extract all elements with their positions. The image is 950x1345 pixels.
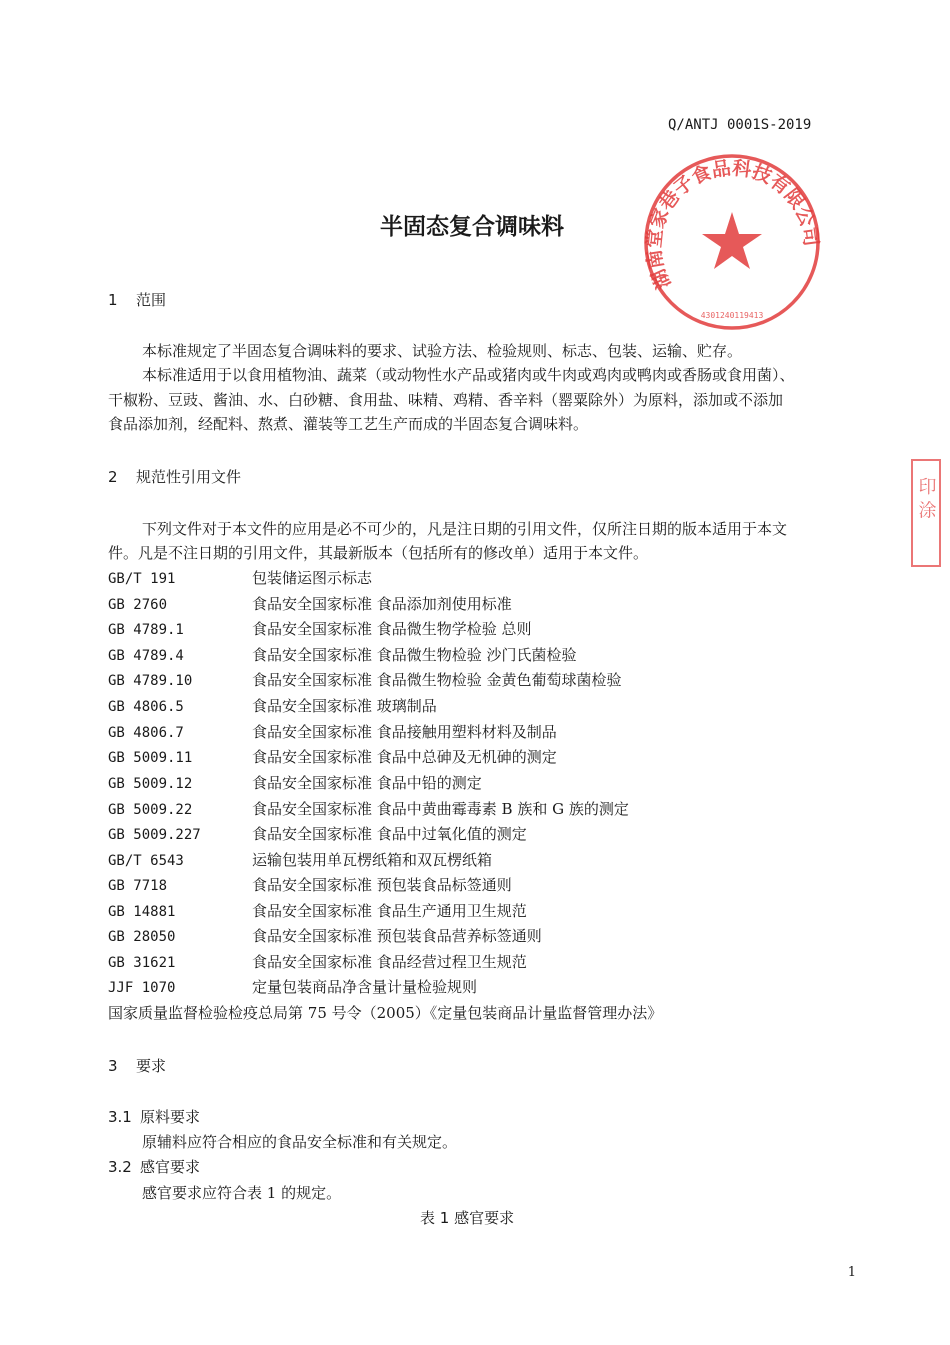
- reference-row: [108, 566, 372, 592]
- reference-title: 食品安全国家标准 预包装食品营养标签通则: [252, 927, 542, 945]
- reference-title: 食品安全国家标准 食品中黄曲霉毒素 B 族和 G 族的测定: [252, 800, 629, 818]
- side-stamp: [910, 458, 942, 568]
- reference-code: GB 28050: [108, 929, 176, 945]
- reference-row: [108, 873, 512, 899]
- section-number: 1: [108, 291, 118, 309]
- reference-title: 食品安全国家标准 食品微生物学检验 总则: [252, 620, 532, 638]
- reference-row: [108, 822, 527, 848]
- side-stamp-text: 印 涂: [915, 477, 937, 519]
- section-title: 规范性引用文件: [136, 468, 242, 486]
- reference-title: 食品安全国家标准 食品中总砷及无机砷的测定: [252, 748, 557, 766]
- reference-code: GB 31621: [108, 955, 176, 971]
- subsection-number: 3.2: [108, 1158, 132, 1176]
- paragraph: 原辅料应符合相应的食品安全标准和有关规定。: [142, 1133, 458, 1151]
- reference-row: [108, 592, 512, 618]
- section-title: 要求: [136, 1057, 167, 1075]
- reference-code: GB 4806.7: [108, 725, 184, 741]
- paragraph: 本标准规定了半固态复合调味料的要求、试验方法、检验规则、标志、包装、运输、贮存。: [142, 342, 743, 360]
- reference-code: GB 4789.1: [108, 622, 184, 638]
- section-3-heading: [108, 1055, 166, 1076]
- reference-title: 定量包装商品净含量计量检验规则: [252, 978, 478, 996]
- reference-row: [108, 797, 629, 823]
- reference-code: GB 5009.12: [108, 776, 193, 792]
- decree-reference: 国家质量监督检验检疫总局第 75 号令（2005）《定量包装商品计量监督管理办法》: [108, 1004, 663, 1022]
- seal-company-text: 湖南堂家巷子食品科技有限公司: [642, 157, 822, 293]
- reference-code: GB 4806.5: [108, 699, 184, 715]
- section-number: 2: [108, 468, 118, 486]
- reference-title: 食品安全国家标准 预包装食品标签通则: [252, 876, 512, 894]
- reference-code: GB/T 191: [108, 571, 176, 587]
- reference-row: [108, 848, 492, 874]
- subsection-title: 原料要求: [140, 1108, 201, 1126]
- section-number: 3: [108, 1057, 118, 1075]
- reference-code: JJF 1070: [108, 980, 176, 996]
- page-number: 1: [847, 1265, 856, 1280]
- reference-code: GB 4789.10: [108, 673, 193, 689]
- standard-code: Q/ANTJ 0001S-2019: [668, 117, 812, 133]
- paragraph: 干椒粉、豆豉、酱油、水、白砂糖、食用盐、味精、鸡精、香辛料（罂粟除外）为原料，添加或不添加: [108, 391, 784, 409]
- reference-title: 食品安全国家标准 食品生产通用卫生规范: [252, 902, 527, 920]
- reference-title: 食品安全国家标准 食品经营过程卫生规范: [252, 953, 527, 971]
- reference-row: [108, 771, 482, 797]
- reference-code: GB 2760: [108, 597, 168, 613]
- subsection-number: 3.1: [108, 1108, 132, 1126]
- subsection-title: 感官要求: [140, 1158, 201, 1176]
- reference-code: GB 7718: [108, 878, 168, 894]
- section-2-heading: [108, 466, 241, 487]
- subsection-3-2-heading: [108, 1156, 200, 1177]
- paragraph: 本标准适用于以食用植物油、蔬菜（或动物性水产品或猪肉或牛肉或鸡肉或鸭肉或香肠或食用菌）、: [142, 366, 795, 384]
- reference-title: 食品安全国家标准 食品添加剂使用标准: [252, 595, 512, 613]
- paragraph: 感官要求应符合表 1 的规定。: [142, 1184, 342, 1202]
- reference-row: [108, 694, 437, 720]
- table-caption: 表 1 感官要求: [420, 1209, 515, 1227]
- document-title: 半固态复合调味料: [380, 214, 564, 240]
- paragraph: 下列文件对于本文件的应用是必不可少的，凡是注日期的引用文件，仅所注日期的版本适用于本文: [142, 520, 788, 538]
- section-1-heading: [108, 289, 166, 310]
- reference-title: 食品安全国家标准 食品中过氧化值的测定: [252, 825, 527, 843]
- reference-code: GB 14881: [108, 904, 176, 920]
- reference-code: GB/T 6543: [108, 853, 184, 869]
- reference-code: GB 5009.227: [108, 827, 201, 843]
- reference-row: [108, 617, 532, 643]
- reference-title: 食品安全国家标准 食品微生物检验 金黄色葡萄球菌检验: [252, 671, 622, 689]
- reference-row: [108, 899, 527, 925]
- reference-title: 食品安全国家标准 玻璃制品: [252, 697, 437, 715]
- reference-row: [108, 950, 527, 976]
- paragraph: 食品添加剂，经配料、熬煮、灌装等工艺生产而成的半固态复合调味料。: [108, 415, 589, 433]
- reference-row: [108, 643, 577, 669]
- reference-code: GB 4789.4: [108, 648, 184, 664]
- section-title: 范围: [136, 291, 167, 309]
- reference-code: GB 5009.11: [108, 750, 193, 766]
- reference-title: 包装储运图示标志: [252, 569, 373, 587]
- reference-title: 食品安全国家标准 食品微生物检验 沙门氏菌检验: [252, 646, 577, 664]
- reference-title: 食品安全国家标准 食品中铅的测定: [252, 774, 482, 792]
- reference-title: 运输包装用单瓦楞纸箱和双瓦楞纸箱: [252, 851, 493, 869]
- company-seal: [640, 150, 825, 335]
- reference-code: GB 5009.22: [108, 802, 193, 818]
- reference-row: [108, 745, 557, 771]
- reference-row: [108, 720, 557, 746]
- seal-serial: 4301240119413: [700, 311, 764, 320]
- reference-row: [108, 975, 477, 1001]
- paragraph: 件。凡是不注日期的引用文件，其最新版本（包括所有的修改单）适用于本文件。: [108, 544, 649, 562]
- subsection-3-1-heading: [108, 1106, 200, 1127]
- reference-row: [108, 924, 542, 950]
- reference-row: [108, 668, 622, 694]
- reference-title: 食品安全国家标准 食品接触用塑料材料及制品: [252, 723, 557, 741]
